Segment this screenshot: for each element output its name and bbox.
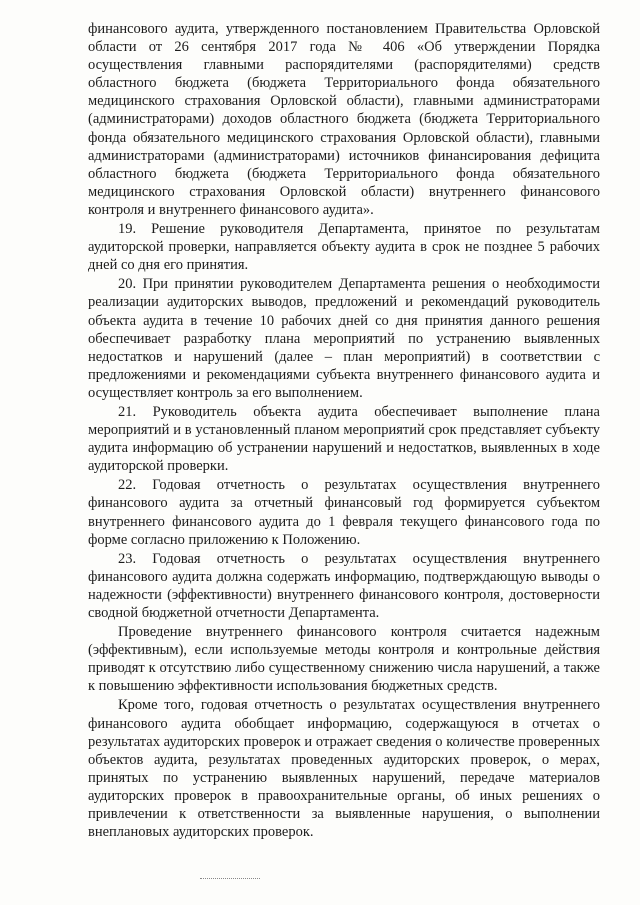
paragraph-22: 22. Годовая отчетность о результатах осуществления внутреннего финансового аудита за отчетный финансовый год формируется субъектом внутреннего финансового аудита до 1 февраля текущего финансового года по форме согласно приложению к Положению. [88, 477, 600, 548]
paragraph-23: 23. Годовая отчетность о результатах осуществления внутреннего финансового аудита должна содержать информацию, подтверждающую выводы о надежности (эффективности) внутреннего финансового контроля, достоверности сводной бюджетной отчетности Департамента. [88, 550, 600, 621]
paragraph-19: 19. Решение руководителя Департамента, принятое по результатам аудиторской проверки, направляется объекту аудита в срок не позднее 5 рабочих дней со дня его принятия. [88, 221, 600, 274]
paragraph-20: 20. При принятии руководителем Департамента решения о необходимости реализации аудиторских выводов, предложений и рекомендаций руководитель объекта аудита в течение 10 рабочих дней со дня принятия данного решения обеспечивает разработку плана мероприятий по устранению выявленных недостатков и нарушений (далее – план мероприятий) в соответствии с предложениями и рекомендациями субъекта внутреннего финансового аудита и осуществляет контроль за его выполнением. [88, 276, 600, 401]
paragraph-21: 21. Руководитель объекта аудита обеспечивает выполнение плана мероприятий и в установленный планом мероприятий срок представляет субъекту аудита информацию об устранении нарушений и недостатков, выявленных в ходе аудиторской проверки. [88, 403, 600, 475]
paragraph-continuation: финансового аудита, утвержденного постановлением Правительства Орловской области от 26 сентября 2017 года № 406 «Об утверждении Порядка осуществления главными распорядителями (распорядителями) средств областного бюджета (бюджета Территориального фонда обязательного медицинского страхования Орловской области), главными администраторами (администраторами) доходов областного бюджета (бюджета Территориального фонда обязательного медицинского страхования Орловской области), главными администраторами (администраторами) источников финансирования дефицита областного бюджета (бюджета Территориального фонда обязательного медицинского страхования Орловской области) внутреннего финансового контроля и внутреннего финансового аудита». [88, 21, 600, 218]
scan-artifact [200, 878, 260, 880]
paragraph-annual-report: Кроме того, годовая отчетность о результатах осуществления внутреннего финансового аудита обобщает информацию, содержащуюся в отчетах о результатах аудиторских проверок и отражает сведения о количестве проверенных объектов аудита, результатах проведенных аудиторских проверок, о мерах, принятых по устранению выявленных нарушений, передаче материалов аудиторских проверок в правоохранительные органы, об иных решениях о привлечении к ответственности за выявленные нарушения, о выполнении внеплановых аудиторских проверок. [88, 697, 600, 841]
paragraph-effectiveness: Проведение внутреннего финансового контроля считается надежным (эффективным), если используемые методы контроля и контрольные действия приводят к отсутствию либо существенному снижению числа нарушений, а также к повышению эффективности использования бюджетных средств. [88, 624, 600, 695]
